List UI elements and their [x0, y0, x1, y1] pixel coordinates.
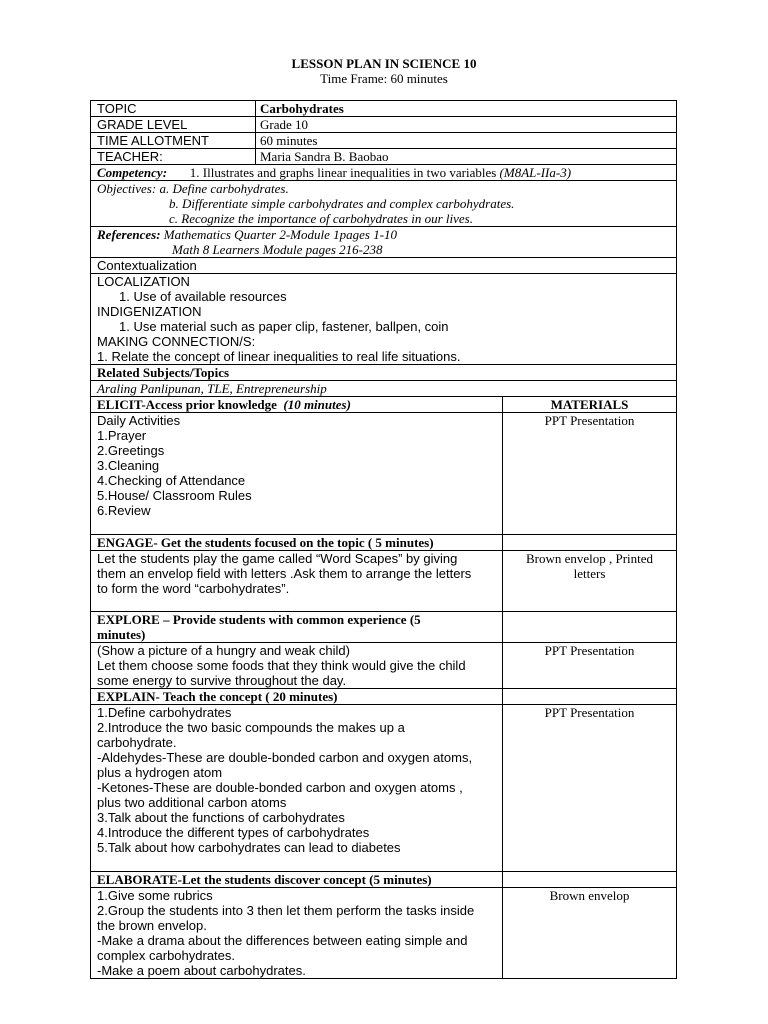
engage-line: to form the word “carbohydrates”. — [97, 581, 290, 596]
elicit-material: PPT Presentation — [544, 413, 635, 428]
related-subjects-value: Araling Panlipunan, TLE, Entrepreneurship — [91, 380, 676, 396]
explain-material: PPT Presentation — [544, 705, 635, 720]
explore-heading-line: EXPLORE – Provide students with common experience (5 — [97, 612, 421, 627]
elicit-line: 5.House/ Classroom Rules — [97, 488, 252, 503]
indigenization-item: 1. Use material such as paper clip, fastener, ballpen, coin — [119, 319, 449, 334]
elicit-line: 1.Prayer — [97, 428, 147, 443]
explain-line: -Ketones-These are double-bonded carbon and oxygen atoms , — [97, 780, 463, 795]
info-row-teacher — [91, 148, 676, 164]
competency-text: 1. Illustrates and graphs linear inequalities in two variables — [189, 165, 497, 180]
elicit-line: 2.Greetings — [97, 443, 165, 458]
elicit-line: Daily Activities — [97, 413, 181, 428]
explain-line: 4.Introduce the different types of carbohydrates — [97, 825, 370, 840]
info-label: TIME ALLOTMENT — [91, 133, 256, 148]
engage-line: them an envelop field with letters .Ask them to arrange the letters — [97, 566, 472, 581]
info-row-time — [91, 132, 676, 148]
engage-material-line: Brown envelop , Printed — [525, 551, 654, 566]
info-row-grade — [91, 116, 676, 132]
references-label: References: — [97, 227, 161, 242]
references-row — [91, 226, 676, 257]
elaborate-heading: ELABORATE-Let the students discover concept (5 minutes) — [91, 872, 503, 887]
related-subjects-heading: Related Subjects/Topics — [91, 364, 676, 380]
explore-line: some energy to survive throughout the day. — [97, 673, 347, 688]
explain-header-row — [91, 688, 676, 704]
explore-heading-line: minutes) — [97, 627, 146, 642]
elicit-heading: ELICIT-Access prior knowledge — [97, 397, 277, 412]
explore-body-row — [91, 642, 676, 688]
info-label: GRADE LEVEL — [91, 117, 256, 132]
elicit-header-row — [91, 396, 676, 412]
contextualization-body — [91, 273, 676, 364]
objectives-row — [91, 180, 676, 226]
indigenization-heading: INDIGENIZATION — [97, 304, 202, 319]
info-value: 60 minutes — [260, 133, 318, 148]
elaborate-line: complex carbohydrates. — [97, 948, 236, 963]
info-row-topic — [91, 101, 676, 116]
making-connection-heading: MAKING CONNECTION/S: — [97, 334, 256, 349]
elicit-time: (10 minutes) — [283, 397, 351, 412]
explain-line: plus two additional carbon atoms — [97, 795, 287, 810]
engage-material-line: letters — [573, 566, 606, 581]
info-label: TOPIC — [91, 101, 256, 116]
explore-line: (Show a picture of a hungry and weak child) — [97, 643, 350, 658]
lesson-plan-table — [90, 100, 677, 979]
making-connection-item: 1. Relate the concept of linear inequalities to real life situations. — [97, 349, 461, 364]
elaborate-body-row — [91, 887, 676, 978]
objective-line: b. Differentiate simple carbohydrates and complex carbohydrates. — [169, 196, 515, 211]
localization-heading: LOCALIZATION — [97, 274, 190, 289]
elaborate-line: 2.Group the students into 3 then let them perform the tasks inside — [97, 903, 475, 918]
explore-material: PPT Presentation — [544, 643, 635, 658]
explain-line: 5.Talk about how carbohydrates can lead to diabetes — [97, 840, 401, 855]
explain-line: -Aldehydes-These are double-bonded carbon and oxygen atoms, — [97, 750, 473, 765]
explain-line: plus a hydrogen atom — [97, 765, 223, 780]
page-title: LESSON PLAN IN SCIENCE 10 — [291, 56, 477, 71]
contextualization-heading: Contextualization — [91, 257, 676, 273]
explain-line: 3.Talk about the functions of carbohydrates — [97, 810, 345, 825]
engage-line: Let the students play the game called “Word Scapes” by giving — [97, 551, 458, 566]
explore-line: Let them choose some foods that they think would give the child — [97, 658, 466, 673]
materials-header: MATERIALS — [550, 397, 629, 412]
objective-line: c. Recognize the importance of carbohydrates in our lives. — [169, 211, 473, 226]
elaborate-header-row — [91, 871, 676, 887]
reference-line: Mathematics Quarter 2-Module 1pages 1-10 — [163, 227, 398, 242]
info-value: Carbohydrates — [260, 101, 344, 116]
reference-line: Math 8 Learners Module pages 216-238 — [172, 242, 383, 257]
competency-code: (M8AL-IIa-3) — [499, 165, 572, 180]
info-value: Grade 10 — [260, 117, 309, 132]
info-label: TEACHER: — [91, 149, 256, 164]
elicit-line: 6.Review — [97, 503, 151, 518]
localization-item: 1. Use of available resources — [119, 289, 287, 304]
explain-heading: EXPLAIN- Teach the concept ( 20 minutes) — [91, 689, 503, 704]
info-value: Maria Sandra B. Baobao — [260, 149, 389, 164]
elaborate-line: 1.Give some rubrics — [97, 888, 213, 903]
elaborate-line: -Make a poem about carbohydrates. — [97, 963, 306, 978]
elaborate-line: -Make a drama about the differences between eating simple and — [97, 933, 468, 948]
explain-line: 1.Define carbohydrates — [97, 705, 232, 720]
explain-line: 2.Introduce the two basic compounds the makes up a — [97, 720, 405, 735]
competency-label: Competency: — [97, 165, 168, 180]
time-frame: Time Frame: 60 minutes — [320, 71, 448, 86]
engage-body-row — [91, 550, 676, 611]
elaborate-material: Brown envelop — [549, 888, 630, 903]
elicit-line: 4.Checking of Attendance — [97, 473, 246, 488]
objective-line: Objectives: a. Define carbohydrates. — [97, 181, 289, 196]
engage-heading: ENGAGE- Get the students focused on the topic ( 5 minutes) — [91, 535, 503, 550]
elicit-body-row — [91, 412, 676, 534]
explore-header-row — [91, 611, 676, 642]
explain-body-row — [91, 704, 676, 871]
elaborate-line: the brown envelop. — [97, 918, 207, 933]
elicit-line: 3.Cleaning — [97, 458, 160, 473]
competency-row — [91, 164, 676, 180]
explain-line: carbohydrate. — [97, 735, 177, 750]
engage-header-row — [91, 534, 676, 550]
